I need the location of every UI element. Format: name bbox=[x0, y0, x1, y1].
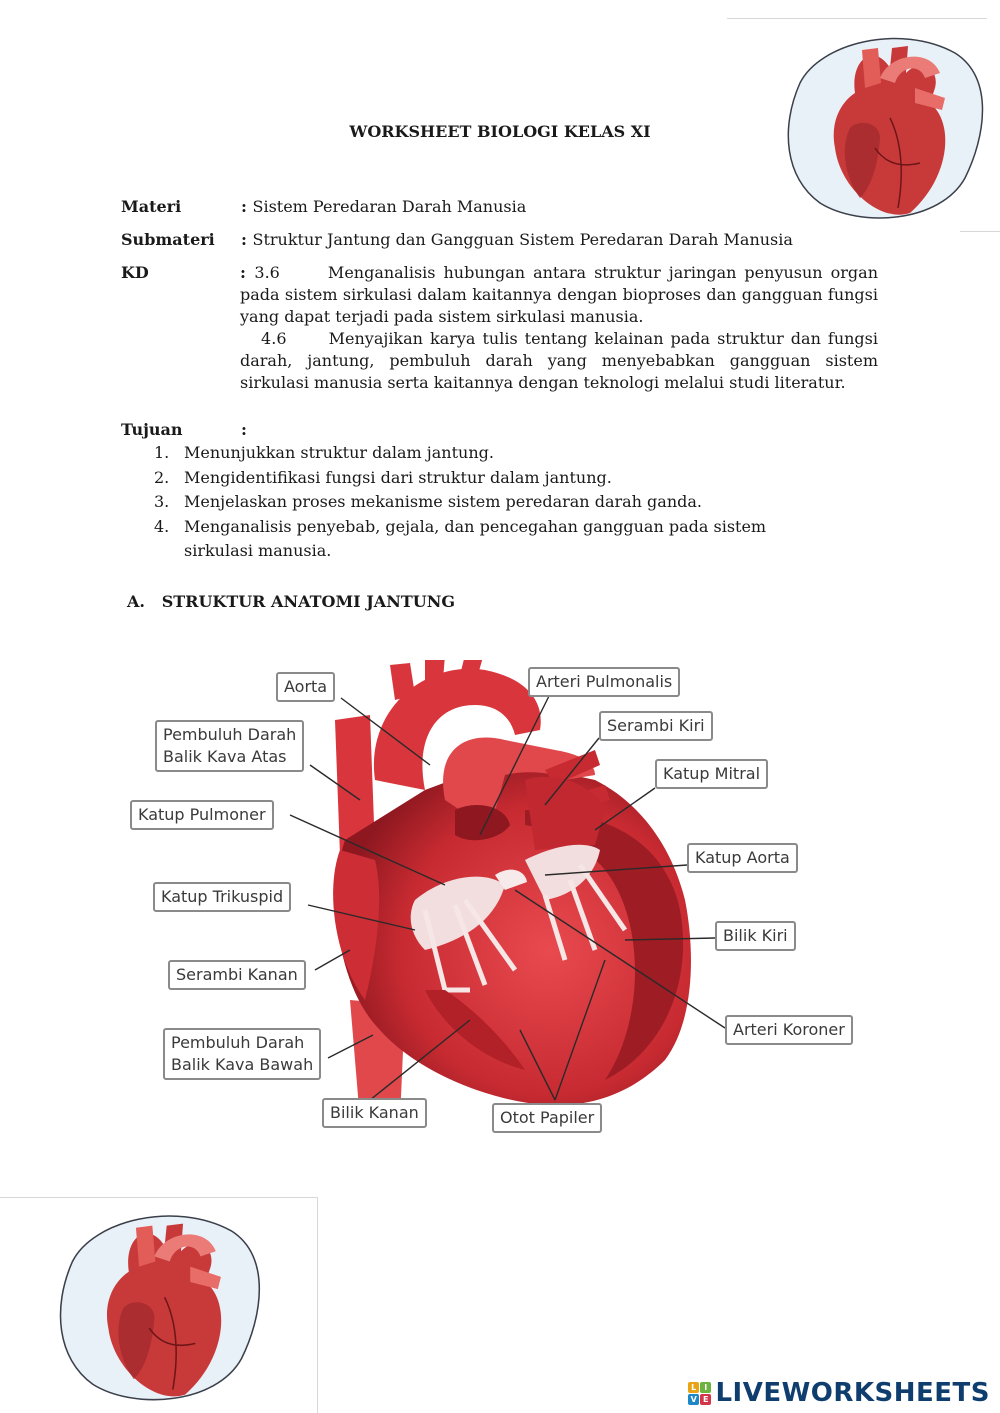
label-text: Katup Pulmoner bbox=[138, 805, 266, 824]
kd-text-3-6: 3.6 Menganalisis hubungan antara struktur jaringan penyusun organ pada sistem sirkulasi dalam kaitannya dengan bioproses dan gangguan fungsi yang dapat terjadi pada sistem sirkulasi manusia. bbox=[240, 263, 878, 326]
submateri-value: Struktur Jantung dan Gangguan Sistem Peredaran Darah Manusia bbox=[252, 230, 793, 249]
label-aorta bbox=[276, 672, 335, 702]
label-text: Pembuluh Darah bbox=[163, 725, 297, 744]
heart-anatomy-diagram bbox=[125, 660, 875, 1140]
label-text: Balik Kava Atas bbox=[163, 747, 287, 766]
materi-row bbox=[121, 196, 881, 218]
label-text: Otot Papiler bbox=[500, 1108, 595, 1127]
kd-row bbox=[121, 262, 221, 284]
liveworksheets-logo bbox=[688, 1378, 990, 1408]
list-item bbox=[154, 466, 854, 491]
label-text: Katup Aorta bbox=[695, 848, 790, 867]
submateri-label: Submateri bbox=[121, 230, 215, 249]
list-item-text: Menganalisis penyebab, gejala, dan pencegahan gangguan pada sistem sirkulasi manusia. bbox=[184, 516, 767, 560]
label-katup-mitral bbox=[655, 759, 768, 789]
kd-item-4-6 bbox=[240, 328, 878, 394]
materi-label: Materi bbox=[121, 197, 182, 216]
label-text: Arteri Koroner bbox=[733, 1020, 845, 1039]
list-item-text: Menunjukkan struktur dalam jantung. bbox=[184, 443, 494, 462]
materi-value-wrap: : Sistem Peredaran Darah Manusia bbox=[241, 197, 527, 216]
label-text: Bilik Kiri bbox=[723, 926, 788, 945]
list-item-number: 4. bbox=[154, 516, 170, 536]
list-item bbox=[154, 490, 854, 515]
list-item-text: Menjelaskan proses mekanisme sistem peredaran darah ganda. bbox=[184, 492, 703, 511]
list-item-text: Mengidentifikasi fungsi dari struktur dalam jantung. bbox=[184, 467, 612, 487]
label-text: Balik Kava Bawah bbox=[171, 1055, 314, 1074]
liveworksheets-logo-text: LIVEWORKSHEETS bbox=[715, 1378, 990, 1408]
label-text: Pembuluh Darah bbox=[171, 1033, 305, 1052]
worksheet-title: WORKSHEET BIOLOGI KELAS XI bbox=[349, 122, 651, 141]
label-text: Arteri Pulmonalis bbox=[536, 672, 673, 691]
label-arteri-koroner bbox=[725, 1015, 853, 1045]
label-arteri-pulmonalis bbox=[528, 667, 680, 697]
submateri-value-wrap: : Struktur Jantung dan Gangguan Sistem Peredaran Darah Manusia bbox=[241, 230, 793, 249]
submateri-row bbox=[121, 229, 881, 251]
label-text: Bilik Kanan bbox=[330, 1103, 419, 1122]
label-otot-papiler bbox=[492, 1103, 602, 1133]
label-serambi-kanan bbox=[168, 960, 306, 990]
kd-text-4-6: 4.6 Menyajikan karya tulis tentang kelainan pada struktur dan fungsi darah, jantung, pembuluh darah yang menyebabkan gangguan sistem sirkulasi manusia serta kaitannya dengan teknologi melalui studi literatur. bbox=[240, 329, 878, 392]
tujuan-label: Tujuan bbox=[121, 420, 183, 439]
label-text: Katup Trikuspid bbox=[161, 887, 284, 906]
label-text: Aorta bbox=[284, 677, 328, 696]
list-item bbox=[154, 515, 839, 564]
label-text: Katup Mitral bbox=[663, 764, 761, 783]
frame-divider-bottom-right bbox=[317, 1197, 318, 1413]
label-vena-kava-atas bbox=[155, 720, 304, 772]
list-item-number: 3. bbox=[154, 492, 170, 511]
frame-divider-bottom-top bbox=[0, 1197, 318, 1198]
kd-label: KD bbox=[121, 263, 149, 282]
heart-illustration-bottom bbox=[52, 1205, 267, 1405]
tujuan-row bbox=[121, 419, 321, 441]
materi-value: Sistem Peredaran Darah Manusia bbox=[252, 197, 527, 216]
label-text: Serambi Kiri bbox=[607, 716, 705, 735]
kd-content bbox=[240, 262, 878, 394]
tujuan-colon: : bbox=[241, 420, 247, 439]
liveworksheets-logo-icon: L I V E bbox=[688, 1382, 711, 1405]
label-text: Serambi Kanan bbox=[176, 965, 298, 984]
label-bilik-kanan bbox=[322, 1098, 427, 1128]
label-bilik-kiri bbox=[715, 921, 796, 951]
list-item-number: 1. bbox=[154, 443, 170, 462]
kd-item-3-6: : 3.6 Menganalisis hubungan antara struktur jaringan penyusun organ pada sistem sirkulasi dalam kaitannya dengan bioproses dan gangguan fungsi yang dapat terjadi pada sistem sirkulasi manusia. bbox=[240, 263, 878, 326]
list-item bbox=[154, 441, 854, 466]
label-vena-kava-bawah bbox=[163, 1028, 321, 1080]
label-katup-pulmoner bbox=[130, 800, 274, 830]
tujuan-list bbox=[154, 441, 854, 564]
label-katup-trikuspid bbox=[153, 882, 291, 912]
label-serambi-kiri bbox=[599, 711, 713, 741]
list-item-number: 2. bbox=[154, 467, 170, 487]
label-katup-aorta bbox=[687, 843, 798, 873]
frame-divider-top bbox=[727, 18, 987, 19]
frame-divider-right bbox=[960, 231, 1000, 232]
section-a-heading: A. STRUKTUR ANATOMI JANTUNG bbox=[127, 592, 455, 611]
